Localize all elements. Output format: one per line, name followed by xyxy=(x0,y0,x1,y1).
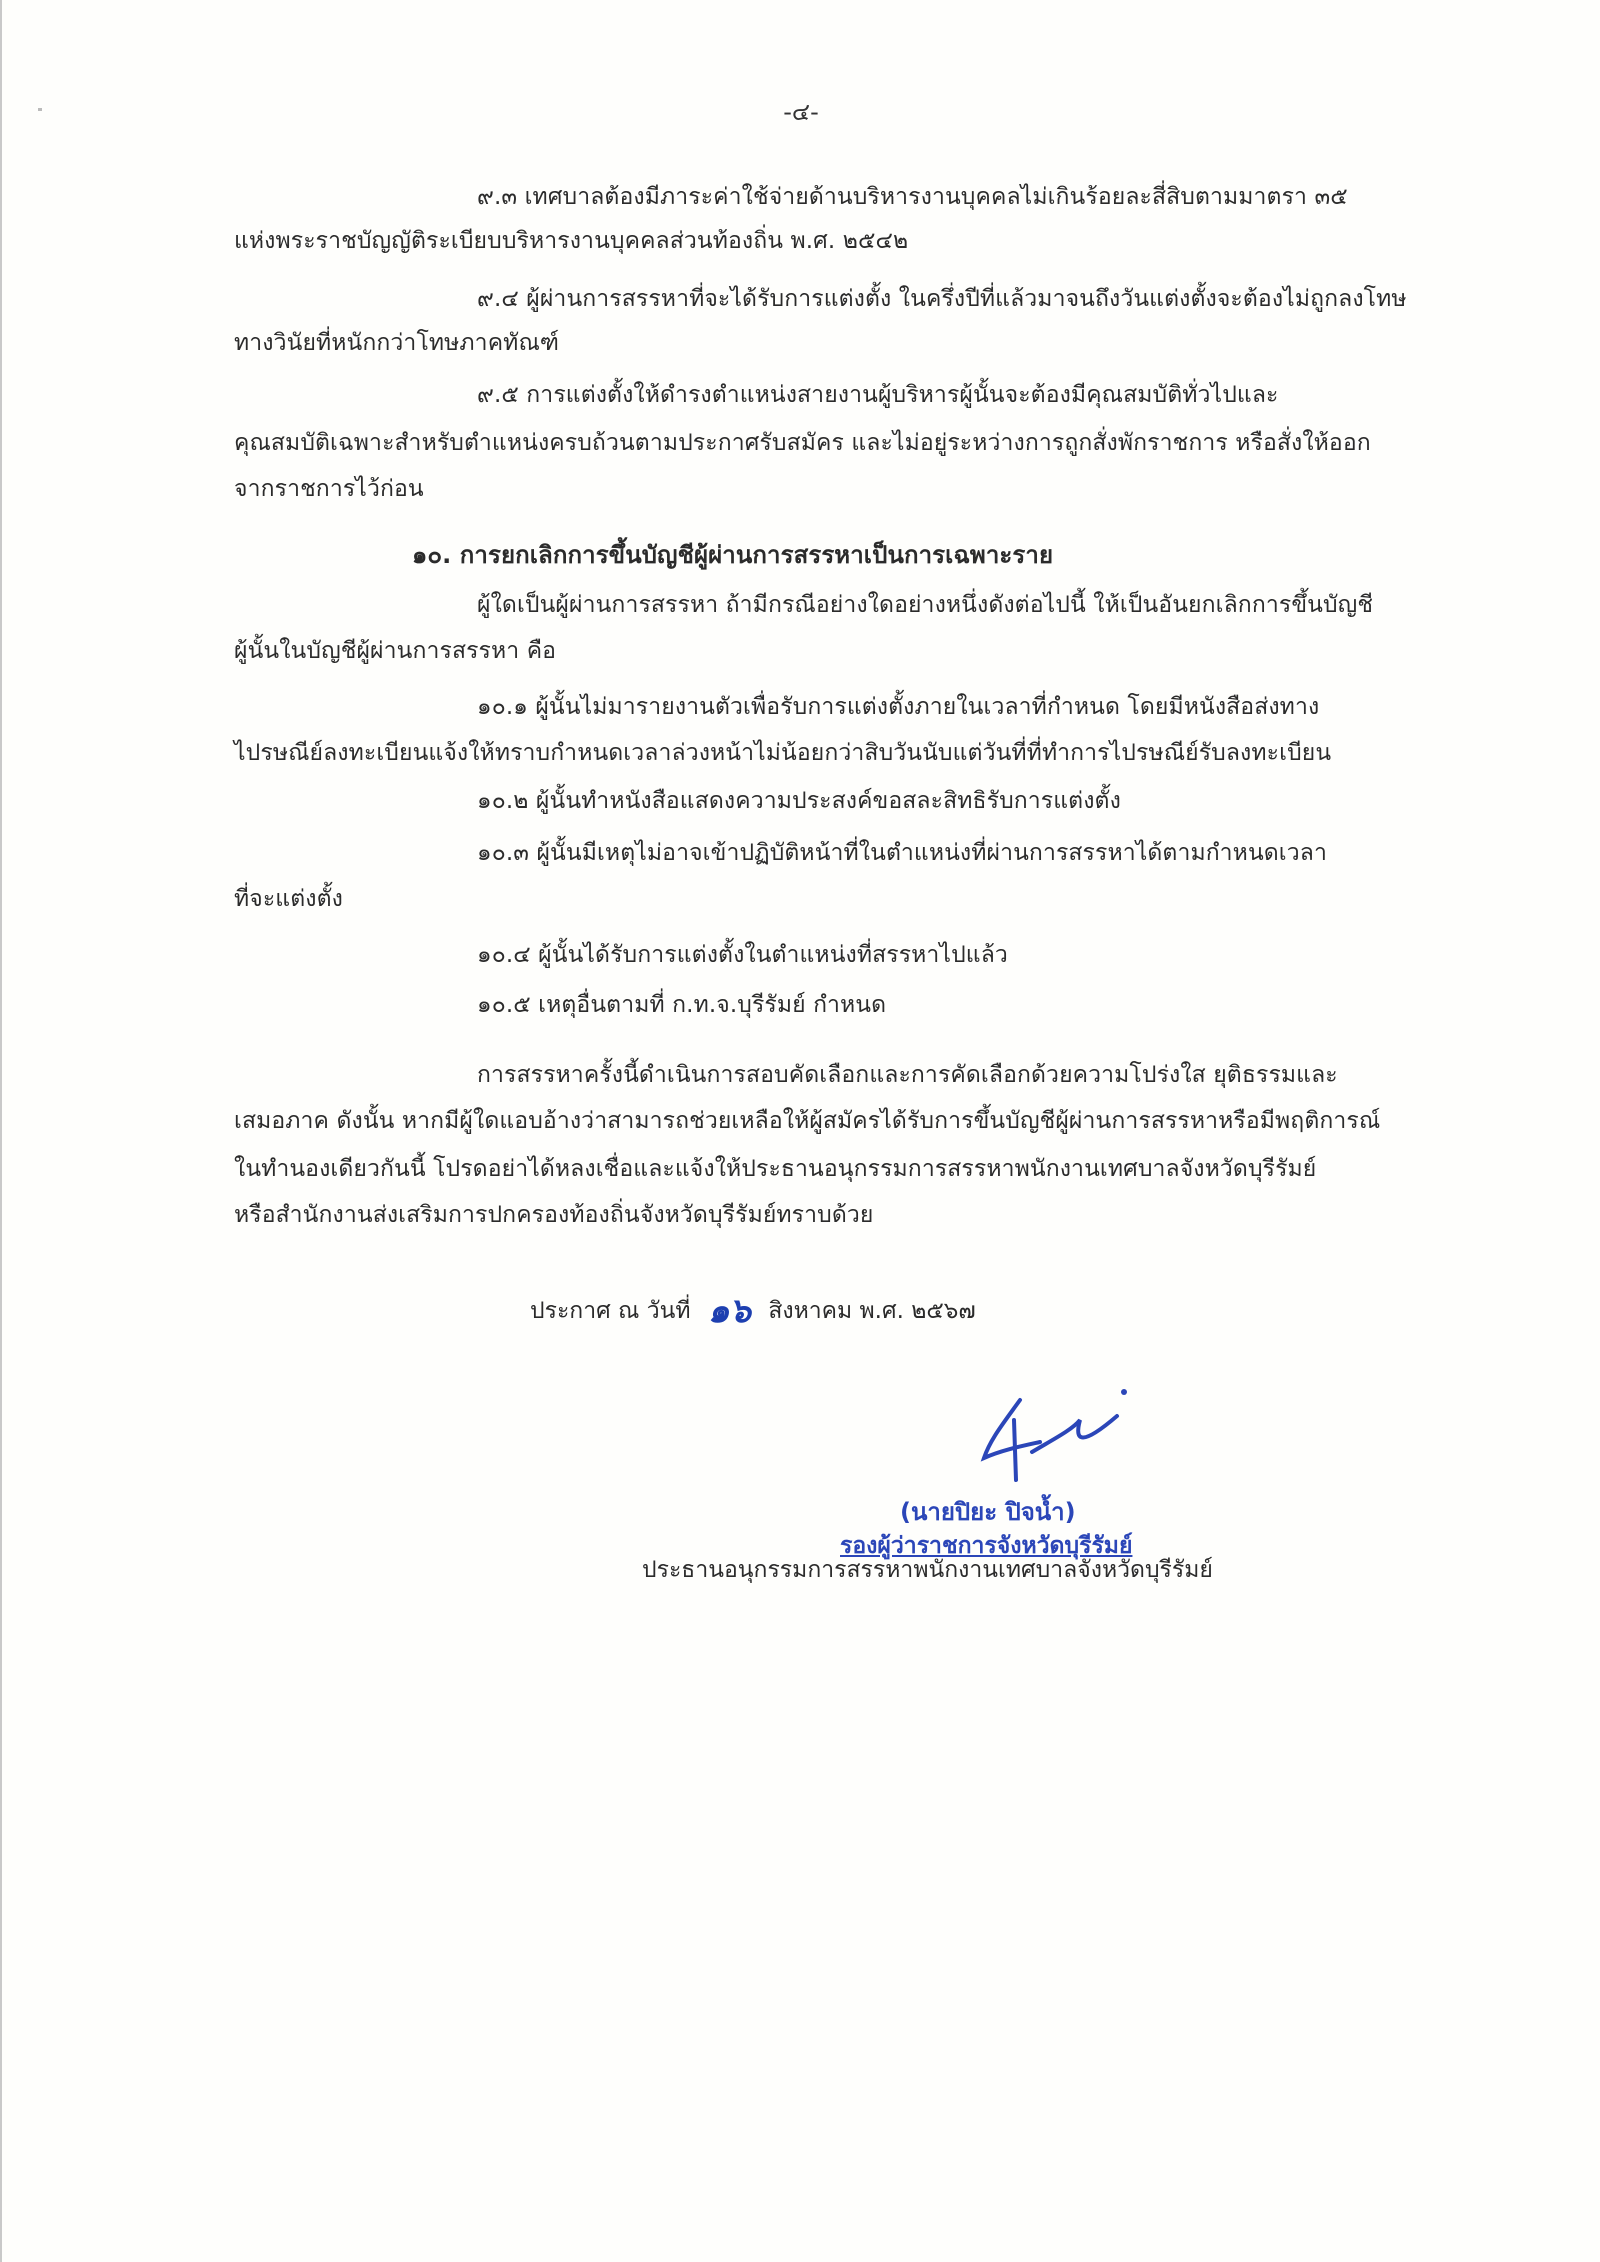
clause-10-5: ๑๐.๕ เหตุอื่นตามที่ ก.ท.จ.บุรีรัมย์ กำหนด xyxy=(477,992,887,1018)
date-day: ๑๖ xyxy=(707,1291,751,1331)
clause-10-1-line-2: ไปรษณีย์ลงทะเบียนแจ้งให้ทราบกำหนดเวลาล่วงหน้าไม่น้อยกว่าสิบวันนับแต่วันที่ที่ทำการไปรษณีย์รับลงทะเบียน xyxy=(234,740,1332,766)
clause-10-1-line-1: ๑๐.๑ ผู้นั้นไม่มารายงานตัวเพื่อรับการแต่งตั้งภายในเวลาที่กำหนด โดยมีหนังสือส่งทาง xyxy=(477,694,1320,720)
clause-9-3-line-2: แห่งพระราชบัญญัติระเบียบบริหารงานบุคคลส่วนท้องถิ่น พ.ศ. ๒๕๔๒ xyxy=(234,228,909,254)
clause-9-4-line-2: ทางวินัยที่หนักกว่าโทษภาคทัณฑ์ xyxy=(234,330,560,356)
page-number: -๔- xyxy=(783,98,819,126)
date-month-year: สิงหาคม พ.ศ. ๒๕๖๗ xyxy=(768,1298,976,1324)
section-10-intro-line-1: ผู้ใดเป็นผู้ผ่านการสรรหา ถ้ามีกรณีอย่างใดอย่างหนึ่งดังต่อไปนี้ ให้เป็นอันยกเลิกการขึ้นบัญชี xyxy=(477,592,1374,618)
section-10-heading: ๑๐. การยกเลิกการขึ้นบัญชีผู้ผ่านการสรรหาเป็นการเฉพาะราย xyxy=(412,541,1054,569)
clause-10-2: ๑๐.๒ ผู้นั้นทำหนังสือแสดงความประสงค์ขอสละสิทธิรับการแต่งตั้ง xyxy=(477,788,1121,814)
closing-paragraph-line-3: ในทำนองเดียวกันนี้ โปรดอย่าได้หลงเชื่อและแจ้งให้ประธานอนุกรรมการสรรหาพนักงานเทศบาลจังหวัดบุรีรัมย์ xyxy=(234,1156,1317,1182)
section-10-intro-line-2: ผู้นั้นในบัญชีผู้ผ่านการสรรหา คือ xyxy=(234,638,557,664)
clause-10-4: ๑๐.๔ ผู้นั้นได้รับการแต่งตั้งในตำแหน่งที่สรรหาไปแล้ว xyxy=(477,942,1008,968)
clause-10-3-line-2: ที่จะแต่งตั้ง xyxy=(234,886,343,912)
closing-paragraph-line-1: การสรรหาครั้งนี้ดำเนินการสอบคัดเลือกและการคัดเลือกด้วยความโปร่งใส ยุติธรรมและ xyxy=(477,1062,1338,1088)
handwritten-signature-icon xyxy=(962,1380,1132,1490)
clause-9-5-line-2: คุณสมบัติเฉพาะสำหรับตำแหน่งครบถ้วนตามประกาศรับสมัคร และไม่อยู่ระหว่างการถูกสั่งพักราชการ หรือสั่งให้ออก xyxy=(234,430,1371,456)
signatory-position: รองผู้ว่าราชการจังหวัดบุรีรัมย์ xyxy=(840,1533,1133,1559)
closing-paragraph-line-4: หรือสำนักงานส่งเสริมการปกครองท้องถิ่นจังหวัดบุรีรัมย์ทราบด้วย xyxy=(234,1202,874,1228)
clause-9-4-line-1: ๙.๔ ผู้ผ่านการสรรหาที่จะได้รับการแต่งตั้ง ในครึ่งปีที่แล้วมาจนถึงวันแต่งตั้งจะต้องไม่ถูกลงโทษ xyxy=(477,286,1407,312)
date-prefix: ประกาศ ณ วันที่ xyxy=(530,1298,691,1324)
signatory-name: (นายปิยะ ปิจน้ำ) xyxy=(900,1498,1076,1526)
closing-paragraph-line-2: เสมอภาค ดังนั้น หากมีผู้ใดแอบอ้างว่าสามารถช่วยเหลือให้ผู้สมัครได้รับการขึ้นบัญชีผู้ผ่านการสรรหาหรือมีพฤติการณ์ xyxy=(234,1108,1381,1134)
clause-10-3-line-1: ๑๐.๓ ผู้นั้นมีเหตุไม่อาจเข้าปฏิบัติหน้าที่ในตำแหน่งที่ผ่านการสรรหาได้ตามกำหนดเวลา xyxy=(477,840,1327,866)
clause-9-5-line-1: ๙.๕ การแต่งตั้งให้ดำรงตำแหน่งสายงานผู้บริหารผู้นั้นจะต้องมีคุณสมบัติทั่วไปและ xyxy=(477,382,1279,408)
announcement-date xyxy=(530,1283,976,1337)
clause-9-5-line-3: จากราชการไว้ก่อน xyxy=(234,476,424,502)
signatory-title: ประธานอนุกรรมการสรรหาพนักงานเทศบาลจังหวัดบุรีรัมย์ xyxy=(642,1557,1213,1583)
signature-block xyxy=(2,1380,1600,1600)
clause-9-3-line-1: ๙.๓ เทศบาลต้องมีภาระค่าใช้จ่ายด้านบริหารงานบุคคลไม่เกินร้อยละสี่สิบตามมาตรา ๓๕ xyxy=(477,184,1348,210)
